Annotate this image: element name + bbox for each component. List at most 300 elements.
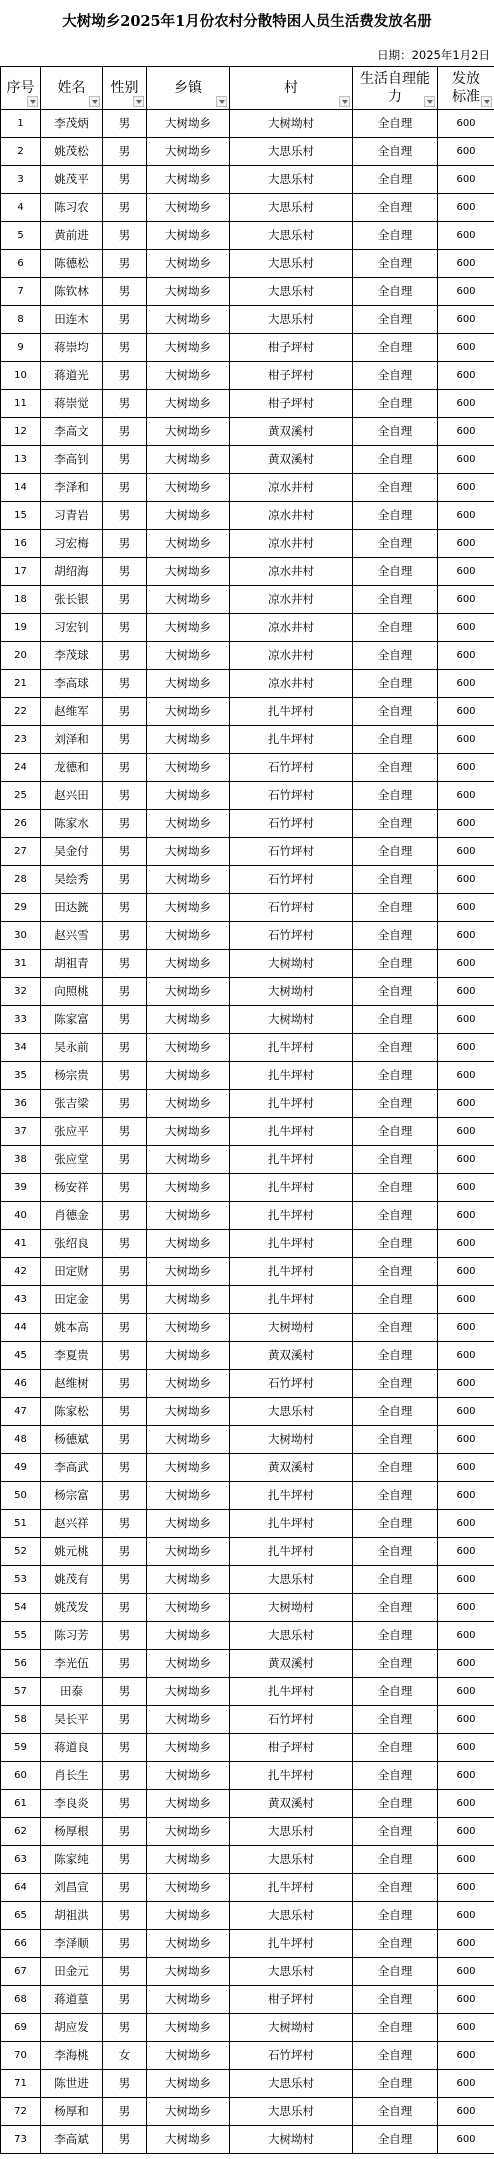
cell-standard[interactable]: 600 xyxy=(438,1538,494,1566)
cell-index[interactable]: 4 xyxy=(1,194,41,222)
cell-standard[interactable]: 600 xyxy=(438,1454,494,1482)
cell-self-care[interactable]: 全自理 xyxy=(353,1090,438,1118)
cell-gender[interactable]: 男 xyxy=(103,1202,147,1230)
cell-gender[interactable]: 男 xyxy=(103,1874,147,1902)
cell-village[interactable]: 黄双溪村 xyxy=(230,1650,353,1678)
cell-gender[interactable]: 男 xyxy=(103,1258,147,1286)
cell-village[interactable]: 大思乐村 xyxy=(230,166,353,194)
cell-village[interactable]: 凉水井村 xyxy=(230,474,353,502)
cell-index[interactable]: 8 xyxy=(1,306,41,334)
cell-village[interactable]: 柑子坪村 xyxy=(230,1986,353,2014)
cell-standard[interactable]: 600 xyxy=(438,250,494,278)
cell-name[interactable]: 赵维树 xyxy=(41,1370,103,1398)
cell-index[interactable]: 23 xyxy=(1,726,41,754)
cell-township[interactable]: 大树坳乡 xyxy=(147,1370,230,1398)
cell-village[interactable]: 凉水井村 xyxy=(230,586,353,614)
cell-standard[interactable]: 600 xyxy=(438,586,494,614)
cell-index[interactable]: 42 xyxy=(1,1258,41,1286)
cell-gender[interactable]: 男 xyxy=(103,362,147,390)
cell-name[interactable]: 陈家松 xyxy=(41,1398,103,1426)
cell-name[interactable]: 蒋道良 xyxy=(41,1734,103,1762)
cell-self-care[interactable]: 全自理 xyxy=(353,2070,438,2098)
cell-index[interactable]: 53 xyxy=(1,1566,41,1594)
cell-index[interactable]: 7 xyxy=(1,278,41,306)
cell-name[interactable]: 李茂球 xyxy=(41,642,103,670)
cell-self-care[interactable]: 全自理 xyxy=(353,782,438,810)
cell-self-care[interactable]: 全自理 xyxy=(353,838,438,866)
cell-standard[interactable]: 600 xyxy=(438,1230,494,1258)
cell-township[interactable]: 大树坳乡 xyxy=(147,446,230,474)
cell-standard[interactable]: 600 xyxy=(438,866,494,894)
cell-self-care[interactable]: 全自理 xyxy=(353,2126,438,2154)
cell-index[interactable]: 17 xyxy=(1,558,41,586)
cell-index[interactable]: 15 xyxy=(1,502,41,530)
cell-township[interactable]: 大树坳乡 xyxy=(147,1762,230,1790)
cell-self-care[interactable]: 全自理 xyxy=(353,1482,438,1510)
cell-gender[interactable]: 男 xyxy=(103,1426,147,1454)
cell-name[interactable]: 吴绘秀 xyxy=(41,866,103,894)
cell-name[interactable]: 杨厚根 xyxy=(41,1818,103,1846)
cell-standard[interactable]: 600 xyxy=(438,418,494,446)
cell-gender[interactable]: 男 xyxy=(103,1370,147,1398)
cell-township[interactable]: 大树坳乡 xyxy=(147,1202,230,1230)
cell-self-care[interactable]: 全自理 xyxy=(353,166,438,194)
cell-standard[interactable]: 600 xyxy=(438,2098,494,2126)
cell-gender[interactable]: 男 xyxy=(103,1818,147,1846)
cell-gender[interactable]: 男 xyxy=(103,1286,147,1314)
cell-name[interactable]: 李泽和 xyxy=(41,474,103,502)
cell-village[interactable]: 石竹坪村 xyxy=(230,754,353,782)
cell-village[interactable]: 大树坳村 xyxy=(230,1314,353,1342)
cell-index[interactable]: 51 xyxy=(1,1510,41,1538)
cell-name[interactable]: 田连木 xyxy=(41,306,103,334)
cell-township[interactable]: 大树坳乡 xyxy=(147,474,230,502)
cell-name[interactable]: 田金元 xyxy=(41,1958,103,1986)
cell-self-care[interactable]: 全自理 xyxy=(353,1902,438,1930)
cell-index[interactable]: 18 xyxy=(1,586,41,614)
cell-village[interactable]: 扎牛坪村 xyxy=(230,1482,353,1510)
cell-gender[interactable]: 男 xyxy=(103,110,147,138)
cell-gender[interactable]: 男 xyxy=(103,418,147,446)
cell-village[interactable]: 扎牛坪村 xyxy=(230,698,353,726)
cell-gender[interactable]: 男 xyxy=(103,978,147,1006)
cell-index[interactable]: 65 xyxy=(1,1902,41,1930)
cell-township[interactable]: 大树坳乡 xyxy=(147,810,230,838)
cell-name[interactable]: 胡祖青 xyxy=(41,950,103,978)
cell-gender[interactable]: 男 xyxy=(103,2126,147,2154)
cell-name[interactable]: 蒋道葟 xyxy=(41,1986,103,2014)
cell-township[interactable]: 大树坳乡 xyxy=(147,1034,230,1062)
cell-index[interactable]: 57 xyxy=(1,1678,41,1706)
cell-township[interactable]: 大树坳乡 xyxy=(147,978,230,1006)
cell-standard[interactable]: 600 xyxy=(438,1034,494,1062)
cell-self-care[interactable]: 全自理 xyxy=(353,1566,438,1594)
cell-index[interactable]: 30 xyxy=(1,922,41,950)
cell-name[interactable]: 吴永前 xyxy=(41,1034,103,1062)
cell-township[interactable]: 大树坳乡 xyxy=(147,1538,230,1566)
cell-self-care[interactable]: 全自理 xyxy=(353,642,438,670)
cell-self-care[interactable]: 全自理 xyxy=(353,278,438,306)
cell-township[interactable]: 大树坳乡 xyxy=(147,1146,230,1174)
cell-village[interactable]: 扎牛坪村 xyxy=(230,1090,353,1118)
cell-self-care[interactable]: 全自理 xyxy=(353,530,438,558)
cell-township[interactable]: 大树坳乡 xyxy=(147,1986,230,2014)
filter-dropdown-icon[interactable] xyxy=(481,96,492,107)
cell-index[interactable]: 46 xyxy=(1,1370,41,1398)
cell-gender[interactable]: 男 xyxy=(103,1538,147,1566)
cell-standard[interactable]: 600 xyxy=(438,2070,494,2098)
cell-gender[interactable]: 男 xyxy=(103,866,147,894)
cell-standard[interactable]: 600 xyxy=(438,446,494,474)
cell-index[interactable]: 3 xyxy=(1,166,41,194)
cell-standard[interactable]: 600 xyxy=(438,2126,494,2154)
cell-village[interactable]: 大树坳村 xyxy=(230,2014,353,2042)
cell-name[interactable]: 龙德和 xyxy=(41,754,103,782)
cell-name[interactable]: 李光伍 xyxy=(41,1650,103,1678)
cell-gender[interactable]: 男 xyxy=(103,194,147,222)
cell-township[interactable]: 大树坳乡 xyxy=(147,782,230,810)
cell-township[interactable]: 大树坳乡 xyxy=(147,362,230,390)
cell-name[interactable]: 李高球 xyxy=(41,670,103,698)
cell-name[interactable]: 吴长平 xyxy=(41,1706,103,1734)
cell-township[interactable]: 大树坳乡 xyxy=(147,306,230,334)
cell-gender[interactable]: 男 xyxy=(103,1790,147,1818)
cell-standard[interactable]: 600 xyxy=(438,1622,494,1650)
cell-standard[interactable]: 600 xyxy=(438,1958,494,1986)
cell-index[interactable]: 68 xyxy=(1,1986,41,2014)
cell-gender[interactable]: 男 xyxy=(103,1846,147,1874)
cell-village[interactable]: 扎牛坪村 xyxy=(230,1678,353,1706)
cell-name[interactable]: 杨厚和 xyxy=(41,2098,103,2126)
cell-township[interactable]: 大树坳乡 xyxy=(147,2126,230,2154)
cell-index[interactable]: 69 xyxy=(1,2014,41,2042)
cell-index[interactable]: 50 xyxy=(1,1482,41,1510)
cell-village[interactable]: 黄双溪村 xyxy=(230,418,353,446)
cell-name[interactable]: 姚本高 xyxy=(41,1314,103,1342)
cell-name[interactable]: 张应平 xyxy=(41,1118,103,1146)
cell-standard[interactable]: 600 xyxy=(438,1342,494,1370)
cell-village[interactable]: 扎牛坪村 xyxy=(230,1062,353,1090)
cell-gender[interactable]: 男 xyxy=(103,1762,147,1790)
cell-name[interactable]: 姚茂松 xyxy=(41,138,103,166)
cell-name[interactable]: 张绍良 xyxy=(41,1230,103,1258)
cell-self-care[interactable]: 全自理 xyxy=(353,2098,438,2126)
cell-village[interactable]: 扎牛坪村 xyxy=(230,1034,353,1062)
cell-index[interactable]: 19 xyxy=(1,614,41,642)
cell-self-care[interactable]: 全自理 xyxy=(353,306,438,334)
cell-township[interactable]: 大树坳乡 xyxy=(147,1062,230,1090)
cell-standard[interactable]: 600 xyxy=(438,894,494,922)
cell-village[interactable]: 石竹坪村 xyxy=(230,838,353,866)
cell-self-care[interactable]: 全自理 xyxy=(353,2042,438,2070)
cell-village[interactable]: 凉水井村 xyxy=(230,642,353,670)
cell-township[interactable]: 大树坳乡 xyxy=(147,1846,230,1874)
cell-gender[interactable]: 男 xyxy=(103,1314,147,1342)
cell-self-care[interactable]: 全自理 xyxy=(353,1706,438,1734)
cell-name[interactable]: 陈家纯 xyxy=(41,1846,103,1874)
cell-index[interactable]: 66 xyxy=(1,1930,41,1958)
cell-gender[interactable]: 男 xyxy=(103,1482,147,1510)
cell-township[interactable]: 大树坳乡 xyxy=(147,1090,230,1118)
cell-village[interactable]: 扎牛坪村 xyxy=(230,1230,353,1258)
cell-gender[interactable]: 男 xyxy=(103,1958,147,1986)
cell-township[interactable]: 大树坳乡 xyxy=(147,194,230,222)
cell-village[interactable]: 大思乐村 xyxy=(230,194,353,222)
cell-index[interactable]: 2 xyxy=(1,138,41,166)
cell-standard[interactable]: 600 xyxy=(438,1874,494,1902)
cell-self-care[interactable]: 全自理 xyxy=(353,1202,438,1230)
cell-name[interactable]: 赵维军 xyxy=(41,698,103,726)
cell-standard[interactable]: 600 xyxy=(438,306,494,334)
cell-standard[interactable]: 600 xyxy=(438,782,494,810)
cell-self-care[interactable]: 全自理 xyxy=(353,1790,438,1818)
cell-gender[interactable]: 男 xyxy=(103,726,147,754)
cell-township[interactable]: 大树坳乡 xyxy=(147,1482,230,1510)
filter-dropdown-icon[interactable] xyxy=(133,96,144,107)
cell-self-care[interactable]: 全自理 xyxy=(353,334,438,362)
filter-dropdown-icon[interactable] xyxy=(27,96,38,107)
cell-standard[interactable]: 600 xyxy=(438,978,494,1006)
cell-index[interactable]: 58 xyxy=(1,1706,41,1734)
cell-village[interactable]: 大思乐村 xyxy=(230,1818,353,1846)
cell-index[interactable]: 54 xyxy=(1,1594,41,1622)
cell-gender[interactable]: 男 xyxy=(103,278,147,306)
cell-village[interactable]: 扎牛坪村 xyxy=(230,1874,353,1902)
cell-standard[interactable]: 600 xyxy=(438,558,494,586)
cell-gender[interactable]: 男 xyxy=(103,922,147,950)
cell-township[interactable]: 大树坳乡 xyxy=(147,698,230,726)
cell-township[interactable]: 大树坳乡 xyxy=(147,222,230,250)
cell-standard[interactable]: 600 xyxy=(438,278,494,306)
cell-township[interactable]: 大树坳乡 xyxy=(147,1706,230,1734)
cell-standard[interactable]: 600 xyxy=(438,1734,494,1762)
cell-village[interactable]: 大思乐村 xyxy=(230,2070,353,2098)
cell-township[interactable]: 大树坳乡 xyxy=(147,1118,230,1146)
cell-village[interactable]: 大树坳村 xyxy=(230,1006,353,1034)
cell-township[interactable]: 大树坳乡 xyxy=(147,642,230,670)
cell-gender[interactable]: 男 xyxy=(103,530,147,558)
cell-standard[interactable]: 600 xyxy=(438,698,494,726)
cell-township[interactable]: 大树坳乡 xyxy=(147,1006,230,1034)
cell-standard[interactable]: 600 xyxy=(438,1902,494,1930)
cell-standard[interactable]: 600 xyxy=(438,1930,494,1958)
cell-township[interactable]: 大树坳乡 xyxy=(147,2042,230,2070)
cell-township[interactable]: 大树坳乡 xyxy=(147,390,230,418)
cell-township[interactable]: 大树坳乡 xyxy=(147,334,230,362)
cell-township[interactable]: 大树坳乡 xyxy=(147,1566,230,1594)
cell-index[interactable]: 60 xyxy=(1,1762,41,1790)
cell-standard[interactable]: 600 xyxy=(438,1314,494,1342)
cell-name[interactable]: 李高钊 xyxy=(41,446,103,474)
cell-self-care[interactable]: 全自理 xyxy=(353,474,438,502)
cell-village[interactable]: 石竹坪村 xyxy=(230,810,353,838)
cell-standard[interactable]: 600 xyxy=(438,1986,494,2014)
cell-standard[interactable]: 600 xyxy=(438,1818,494,1846)
cell-index[interactable]: 13 xyxy=(1,446,41,474)
cell-village[interactable]: 大思乐村 xyxy=(230,306,353,334)
cell-index[interactable]: 55 xyxy=(1,1622,41,1650)
cell-township[interactable]: 大树坳乡 xyxy=(147,1314,230,1342)
cell-village[interactable]: 石竹坪村 xyxy=(230,782,353,810)
cell-village[interactable]: 扎牛坪村 xyxy=(230,1118,353,1146)
cell-standard[interactable]: 600 xyxy=(438,642,494,670)
cell-gender[interactable]: 男 xyxy=(103,1650,147,1678)
cell-name[interactable]: 赵兴雪 xyxy=(41,922,103,950)
cell-index[interactable]: 39 xyxy=(1,1174,41,1202)
cell-township[interactable]: 大树坳乡 xyxy=(147,1818,230,1846)
cell-village[interactable]: 黄双溪村 xyxy=(230,1342,353,1370)
cell-gender[interactable]: 男 xyxy=(103,502,147,530)
cell-standard[interactable]: 600 xyxy=(438,1762,494,1790)
cell-gender[interactable]: 男 xyxy=(103,138,147,166)
cell-village[interactable]: 黄双溪村 xyxy=(230,446,353,474)
cell-standard[interactable]: 600 xyxy=(438,838,494,866)
cell-gender[interactable]: 男 xyxy=(103,222,147,250)
cell-index[interactable]: 67 xyxy=(1,1958,41,1986)
cell-village[interactable]: 大思乐村 xyxy=(230,222,353,250)
cell-self-care[interactable]: 全自理 xyxy=(353,1622,438,1650)
cell-township[interactable]: 大树坳乡 xyxy=(147,1594,230,1622)
cell-township[interactable]: 大树坳乡 xyxy=(147,1874,230,1902)
cell-gender[interactable]: 男 xyxy=(103,250,147,278)
cell-index[interactable]: 33 xyxy=(1,1006,41,1034)
cell-standard[interactable]: 600 xyxy=(438,614,494,642)
cell-self-care[interactable]: 全自理 xyxy=(353,1874,438,1902)
cell-index[interactable]: 35 xyxy=(1,1062,41,1090)
cell-township[interactable]: 大树坳乡 xyxy=(147,754,230,782)
cell-self-care[interactable]: 全自理 xyxy=(353,922,438,950)
cell-self-care[interactable]: 全自理 xyxy=(353,138,438,166)
cell-gender[interactable]: 男 xyxy=(103,1706,147,1734)
cell-index[interactable]: 37 xyxy=(1,1118,41,1146)
cell-village[interactable]: 大思乐村 xyxy=(230,278,353,306)
cell-township[interactable]: 大树坳乡 xyxy=(147,1650,230,1678)
cell-township[interactable]: 大树坳乡 xyxy=(147,1342,230,1370)
cell-self-care[interactable]: 全自理 xyxy=(353,1398,438,1426)
cell-gender[interactable]: 男 xyxy=(103,1594,147,1622)
cell-village[interactable]: 扎牛坪村 xyxy=(230,1762,353,1790)
filter-dropdown-icon[interactable] xyxy=(216,96,227,107)
cell-index[interactable]: 43 xyxy=(1,1286,41,1314)
cell-gender[interactable]: 男 xyxy=(103,586,147,614)
cell-self-care[interactable]: 全自理 xyxy=(353,1062,438,1090)
cell-township[interactable]: 大树坳乡 xyxy=(147,2098,230,2126)
cell-gender[interactable]: 男 xyxy=(103,446,147,474)
cell-standard[interactable]: 600 xyxy=(438,1846,494,1874)
cell-village[interactable]: 扎牛坪村 xyxy=(230,726,353,754)
cell-self-care[interactable]: 全自理 xyxy=(353,1342,438,1370)
cell-self-care[interactable]: 全自理 xyxy=(353,194,438,222)
cell-village[interactable]: 黄双溪村 xyxy=(230,1790,353,1818)
cell-township[interactable]: 大树坳乡 xyxy=(147,1398,230,1426)
cell-self-care[interactable]: 全自理 xyxy=(353,978,438,1006)
cell-name[interactable]: 赵兴田 xyxy=(41,782,103,810)
cell-standard[interactable]: 600 xyxy=(438,1790,494,1818)
cell-self-care[interactable]: 全自理 xyxy=(353,586,438,614)
cell-name[interactable]: 姚元桃 xyxy=(41,1538,103,1566)
cell-gender[interactable]: 男 xyxy=(103,642,147,670)
cell-self-care[interactable]: 全自理 xyxy=(353,894,438,922)
cell-village[interactable]: 凉水井村 xyxy=(230,670,353,698)
cell-self-care[interactable]: 全自理 xyxy=(353,1258,438,1286)
cell-index[interactable]: 52 xyxy=(1,1538,41,1566)
cell-standard[interactable]: 600 xyxy=(438,1202,494,1230)
cell-self-care[interactable]: 全自理 xyxy=(353,1594,438,1622)
cell-village[interactable]: 柑子坪村 xyxy=(230,390,353,418)
cell-index[interactable]: 31 xyxy=(1,950,41,978)
cell-village[interactable]: 扎牛坪村 xyxy=(230,1146,353,1174)
cell-self-care[interactable]: 全自理 xyxy=(353,1510,438,1538)
cell-index[interactable]: 14 xyxy=(1,474,41,502)
cell-village[interactable]: 石竹坪村 xyxy=(230,922,353,950)
cell-name[interactable]: 杨宗贵 xyxy=(41,1062,103,1090)
cell-standard[interactable]: 600 xyxy=(438,1118,494,1146)
cell-township[interactable]: 大树坳乡 xyxy=(147,586,230,614)
cell-standard[interactable]: 600 xyxy=(438,502,494,530)
cell-village[interactable]: 大思乐村 xyxy=(230,1566,353,1594)
cell-village[interactable]: 凉水井村 xyxy=(230,502,353,530)
cell-name[interactable]: 蒋道光 xyxy=(41,362,103,390)
cell-standard[interactable]: 600 xyxy=(438,1258,494,1286)
cell-standard[interactable]: 600 xyxy=(438,222,494,250)
cell-name[interactable]: 田定财 xyxy=(41,1258,103,1286)
cell-gender[interactable]: 男 xyxy=(103,838,147,866)
cell-self-care[interactable]: 全自理 xyxy=(353,222,438,250)
cell-village[interactable]: 石竹坪村 xyxy=(230,866,353,894)
cell-name[interactable]: 习青岩 xyxy=(41,502,103,530)
cell-village[interactable]: 凉水井村 xyxy=(230,558,353,586)
cell-township[interactable]: 大树坳乡 xyxy=(147,1258,230,1286)
cell-gender[interactable]: 男 xyxy=(103,782,147,810)
cell-index[interactable]: 5 xyxy=(1,222,41,250)
cell-index[interactable]: 44 xyxy=(1,1314,41,1342)
cell-index[interactable]: 21 xyxy=(1,670,41,698)
cell-standard[interactable]: 600 xyxy=(438,334,494,362)
cell-self-care[interactable]: 全自理 xyxy=(353,1846,438,1874)
cell-name[interactable]: 习宏梅 xyxy=(41,530,103,558)
cell-township[interactable]: 大树坳乡 xyxy=(147,1230,230,1258)
cell-village[interactable]: 大树坳村 xyxy=(230,2126,353,2154)
cell-township[interactable]: 大树坳乡 xyxy=(147,502,230,530)
cell-gender[interactable]: 男 xyxy=(103,670,147,698)
cell-name[interactable]: 陈习农 xyxy=(41,194,103,222)
cell-gender[interactable]: 男 xyxy=(103,1566,147,1594)
cell-index[interactable]: 26 xyxy=(1,810,41,838)
cell-self-care[interactable]: 全自理 xyxy=(353,1762,438,1790)
cell-index[interactable]: 12 xyxy=(1,418,41,446)
cell-index[interactable]: 47 xyxy=(1,1398,41,1426)
cell-self-care[interactable]: 全自理 xyxy=(353,558,438,586)
cell-name[interactable]: 胡应发 xyxy=(41,2014,103,2042)
cell-index[interactable]: 64 xyxy=(1,1874,41,1902)
cell-gender[interactable]: 男 xyxy=(103,950,147,978)
cell-index[interactable]: 56 xyxy=(1,1650,41,1678)
cell-standard[interactable]: 600 xyxy=(438,1174,494,1202)
cell-name[interactable]: 习宏钊 xyxy=(41,614,103,642)
cell-village[interactable]: 石竹坪村 xyxy=(230,1370,353,1398)
cell-index[interactable]: 11 xyxy=(1,390,41,418)
cell-index[interactable]: 49 xyxy=(1,1454,41,1482)
cell-gender[interactable]: 男 xyxy=(103,754,147,782)
cell-self-care[interactable]: 全自理 xyxy=(353,810,438,838)
cell-gender[interactable]: 男 xyxy=(103,1930,147,1958)
cell-standard[interactable]: 600 xyxy=(438,670,494,698)
cell-gender[interactable]: 男 xyxy=(103,1034,147,1062)
cell-standard[interactable]: 600 xyxy=(438,1482,494,1510)
cell-name[interactable]: 蒋崇均 xyxy=(41,334,103,362)
cell-township[interactable]: 大树坳乡 xyxy=(147,894,230,922)
cell-index[interactable]: 36 xyxy=(1,1090,41,1118)
